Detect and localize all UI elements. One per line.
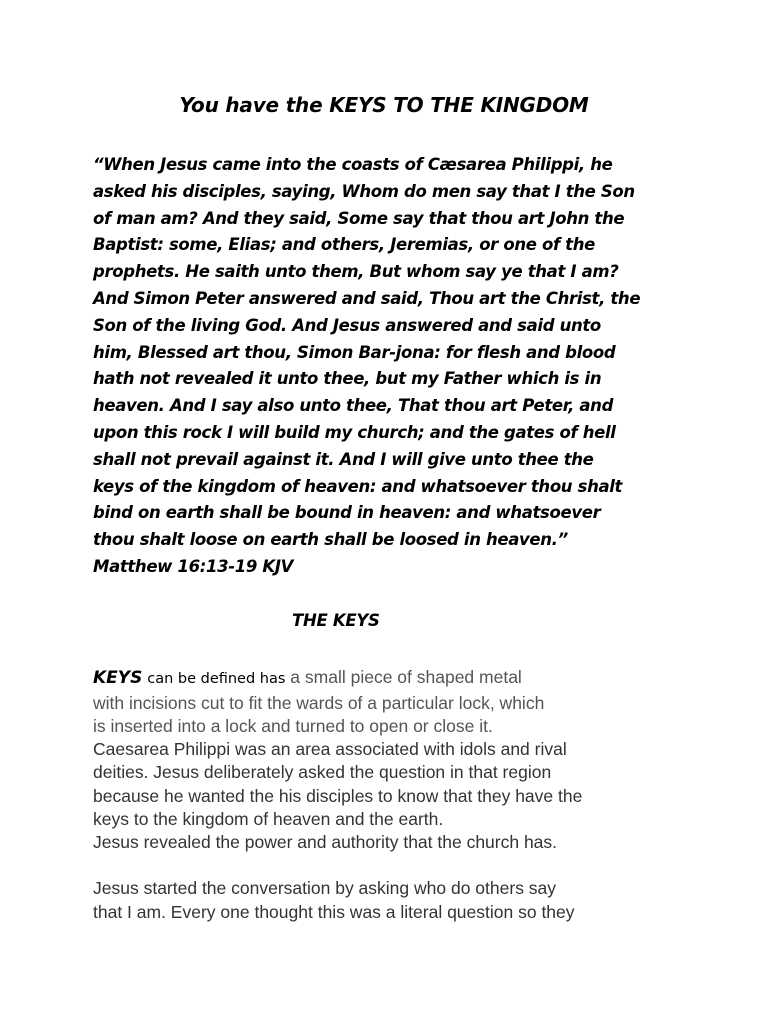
quote-line: of man am? And they said, Some say that thou art John the [93,208,625,228]
quote-line: bind on earth shall be bound in heaven: and whatsoever [93,503,601,523]
quote-line: keys of the kingdom of heaven: and whatsoever thou shalt [93,476,623,496]
keys-term: KEYS [93,668,143,688]
paragraph-line: Jesus revealed the power and authority that the church has. [93,832,558,853]
paragraph-line: Caesarea Philippi was an area associated with idols and rival [93,739,567,759]
quote-line: him, Blessed art thou, Simon Bar-jona: for flesh and blood [93,342,616,362]
section-heading: THE KEYS [292,611,380,630]
definition-connector: can be defined has [147,671,286,687]
quote-line: shall not prevail against it. And I will give unto thee the [93,449,594,469]
paragraph-line: that I am. Every one thought this was a literal question so they [93,901,575,922]
quote-line: And Simon Peter answered and said, Thou art the Christ, the [93,288,641,308]
quote-line: prophets. He saith unto them, But whom say ye that I am? [93,262,619,282]
definition-text: a small piece of shaped metal [290,667,522,687]
quote-line: heaven. And I say also unto thee, That thou art Peter, and [93,396,614,416]
quote-line: “When Jesus came into the coasts of Cæsarea Philippi, he [93,155,613,174]
paragraph-gap [93,854,693,877]
quote-line: upon this rock I will build my church; and the gates of hell [93,422,616,442]
quote-line: thou shalt loose on earth shall be loosed in heaven.” [93,530,568,550]
quote-line: hath not revealed it unto thee, but my Father which is in [93,369,602,389]
quote-line: Son of the living God. And Jesus answered and said unto [93,315,601,335]
paragraph-line: Jesus started the conversation by asking who do others say [93,878,557,899]
paragraph-line: deities. Jesus deliberately asked the question in that region [93,762,552,783]
definition-line: with incisions cut to fit the wards of a particular lock, which [93,693,545,713]
definition-line [93,664,693,692]
paragraph-line: keys to the kingdom of heaven and the earth. [93,808,444,829]
scripture-reference: Matthew 16:13-19 KJV [93,556,294,576]
paragraph-line: because he wanted the his disciples to know that they have the [93,785,583,806]
definition-line: is inserted into a lock and turned to open or close it. [93,716,493,736]
quote-line: asked his disciples, saying, Whom do men say that I the Son [93,181,635,201]
quote-line: Baptist: some, Elias; and others, Jeremias, or one of the [93,235,595,255]
page-title: You have the KEYS TO THE KINGDOM [179,93,589,117]
body-text [93,664,693,924]
scripture-quote [93,152,683,581]
